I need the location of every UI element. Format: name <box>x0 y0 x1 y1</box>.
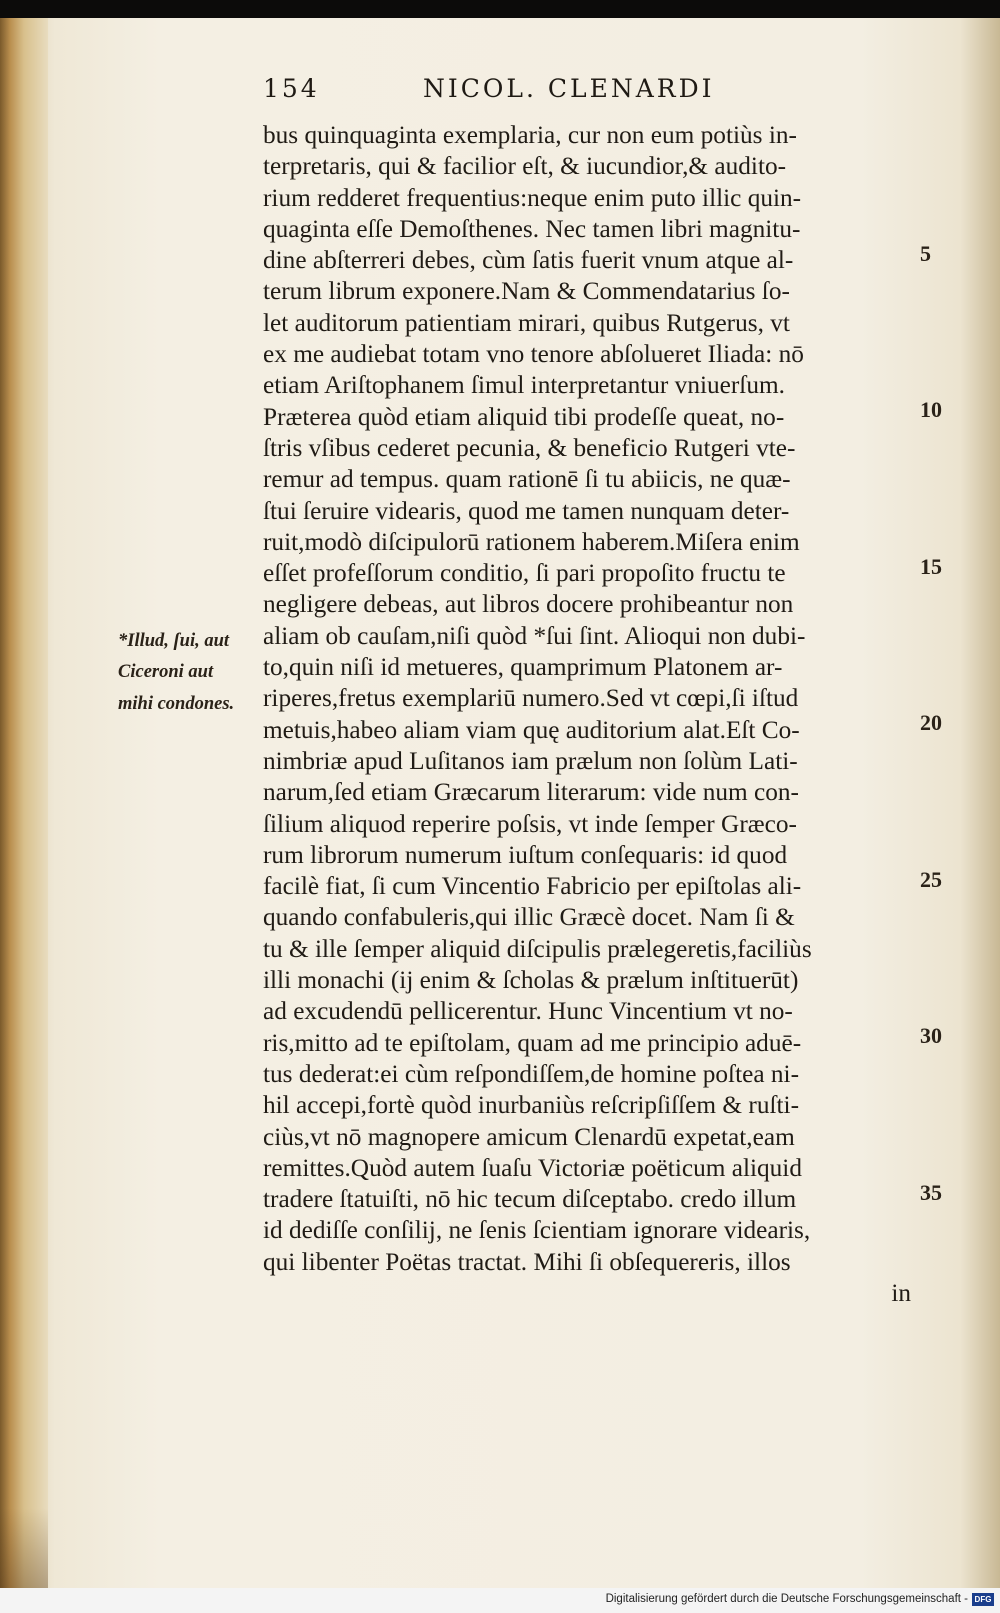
line-number: 30 <box>920 1023 942 1048</box>
text-line: terum librum exponere.Nam & Commendatarius ſo- <box>263 277 790 306</box>
text-line: metuis,habeo aliam viam quę auditorium alat.Eſt Co- <box>263 715 800 744</box>
text-line: rium redderet frequentius:neque enim puto illic quin- <box>263 183 802 212</box>
text-line: id dediſſe conſilij, ne ſenis ſcientiam ignorare videaris, <box>263 1216 811 1245</box>
text-line: let auditorum patientiam mirari, quibus Rutgerus, vt <box>263 308 790 337</box>
text-line: aliam ob cauſam,niſi quòd *ſui ſint. Alioqui non dubi- <box>263 621 806 650</box>
text-line: narum,ſed etiam Græcarum literarum: vide num con- <box>263 778 799 807</box>
text-line: remur ad tempus. quam rationē ſi tu abiicis, ne quæ- <box>263 465 791 494</box>
text-line: ris,mitto ad te epiſtolam, quam ad me principio aduē- <box>263 1028 802 1057</box>
book-page <box>0 18 1000 1588</box>
line-number: 25 <box>920 867 942 892</box>
text-line: tus dederat:ei cùm reſpondiſſem,de homine poſtea ni- <box>263 1059 799 1088</box>
margin-note-line: *Illud, ſui, aut <box>118 631 230 651</box>
margin-note-line: mihi condones. <box>118 693 235 714</box>
text-line: illi monachi (ij enim & ſcholas & prælum inſtituerūt) <box>263 966 799 995</box>
text-line: ruit,modò diſcipulorū rationem haberem.Miſera enim <box>263 527 800 556</box>
running-head: NICOL. CLENARDI <box>423 74 715 103</box>
text-line: Præterea quòd etiam aliquid tibi prodeſſe queat, no- <box>263 402 785 431</box>
text-line: ſilium aliquod reperire poſsis, vt inde ſemper Græco- <box>263 809 797 838</box>
text-line: terpretaris, qui & facilior eſt, & iucundior,& audito- <box>263 152 787 181</box>
dfg-logo: DFG <box>972 1593 994 1606</box>
margin-note-line: Ciceroni aut <box>118 662 214 683</box>
text-line: eſſet profeſſorum conditio, ſi pari propoſito fructu te <box>263 559 786 588</box>
text-line: tradere ſtatuiſti, nō hic tecum diſceptabo. credo illum <box>263 1185 797 1214</box>
line-number: 20 <box>920 710 942 735</box>
text-line: quando confabuleris,qui illic Græcè docet. Nam ſi & <box>263 903 795 932</box>
text-line: facilè fiat, ſi cum Vincentio Fabricio per epiſtolas ali- <box>263 872 802 901</box>
text-line: ex me audiebat totam vno tenore abſolueret Iliada: nō <box>263 340 804 369</box>
text-line: to,quin niſi id metueres, quamprimum Platonem ar- <box>263 653 783 682</box>
book-spine-edge <box>0 18 48 1588</box>
text-line: rum librorum numerum iuſtum conſequaris: id quod <box>263 840 788 869</box>
line-number: 10 <box>920 397 942 422</box>
line-number: 35 <box>920 1180 942 1205</box>
text-line: negligere debeas, aut libros docere prohibeantur non <box>263 590 794 619</box>
text-line: tu & ille ſemper aliquid diſcipulis prælegeretis,faciliùs <box>263 934 812 963</box>
text-line: ſtris vſibus cederet pecunia, & beneficio Rutgeri vte- <box>263 433 796 462</box>
text-line: etiam Ariſtophanem ſimul interpretantur vniuerſum. <box>263 371 785 400</box>
line-number: 5 <box>920 241 931 266</box>
text-line: ad excudendū pellicerentur. Hunc Vincentium vt no- <box>263 997 793 1026</box>
text-line: hil accepi,fortè quòd inurbaniùs reſcripſiſſem & ruſti- <box>263 1091 799 1120</box>
text-line: ciùs,vt nō magnopere amicum Clenardū expetat,eam <box>263 1122 795 1151</box>
text-line: dine abſterreri debes, cùm ſatis fuerit vnum atque al- <box>263 246 794 275</box>
text-line: bus quinquaginta exemplaria, cur non eum potiùs in- <box>263 121 797 149</box>
text-line: remittes.Quòd autem ſuaſu Victoriæ poëticum aliquid <box>263 1153 802 1182</box>
text-line: quaginta eſſe Demoſthenes. Nec tamen libri magnitu- <box>263 214 801 243</box>
footer-bar <box>0 1588 1000 1613</box>
body-text <box>263 120 911 1309</box>
funding-credit: Digitalisierung gefördert durch die Deutsche Forschungsgemeinschaft - <box>605 1593 968 1605</box>
text-line: riperes,fretus exemplariū numero.Sed vt cœpi,ſi iſtud <box>263 684 799 713</box>
text-line: qui libenter Poëtas tractat. Mihi ſi obſequereris, illos <box>263 1247 791 1276</box>
catchword: in <box>891 1278 911 1307</box>
text-line: ſtui ſeruire videaris, quod me tamen nunquam deter- <box>263 496 790 525</box>
page-number: 154 <box>263 74 320 103</box>
margin-note <box>118 626 263 720</box>
text-line: nimbriæ apud Luſitanos iam prælum non ſolùm Lati- <box>263 746 798 775</box>
line-number: 15 <box>920 554 942 579</box>
